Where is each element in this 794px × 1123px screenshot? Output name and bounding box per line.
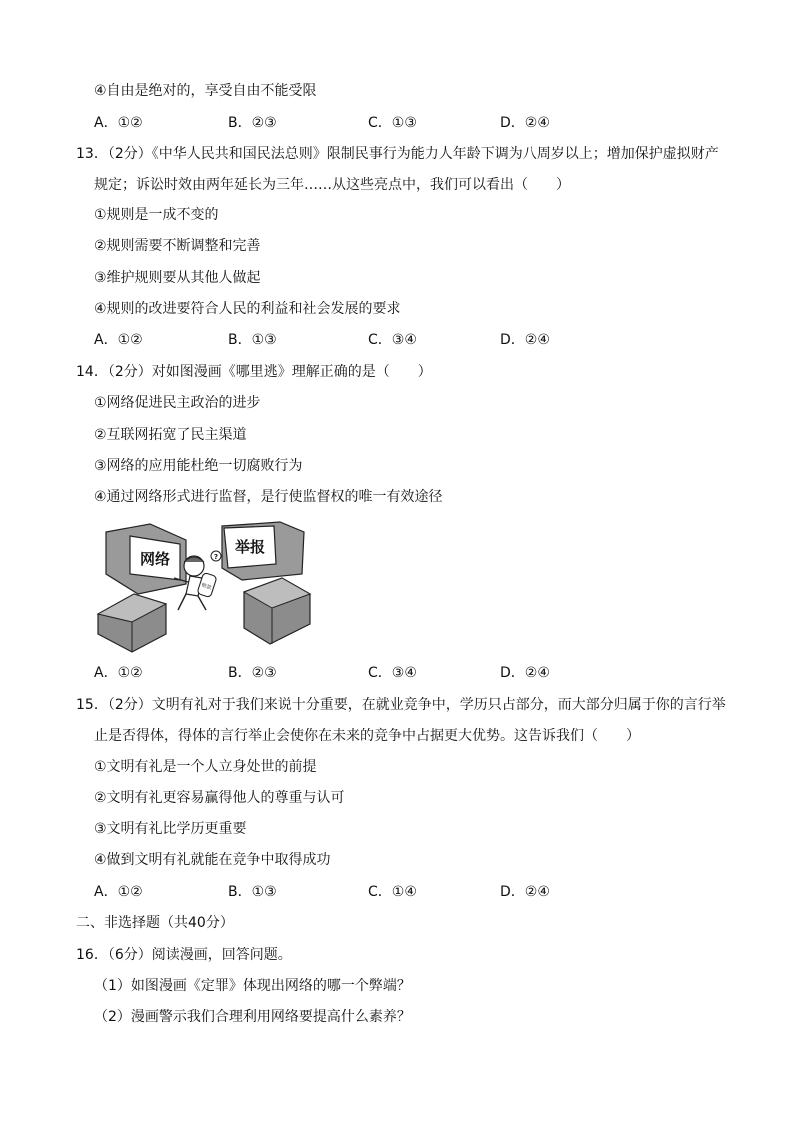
q14-item-4: ④通过网络形式进行监督，是行使监督权的唯一有效途径 bbox=[94, 489, 443, 505]
q15-item-1: ①文明有礼是一个人立身处世的前提 bbox=[94, 759, 317, 775]
q14-item-3: ③网络的应用能杜绝一切腐败行为 bbox=[94, 458, 303, 474]
q15-option-c: C．①④ bbox=[368, 884, 417, 900]
left-screen-text: 网络 bbox=[139, 550, 171, 568]
q15-item-3: ③文明有礼比学历更重要 bbox=[94, 821, 247, 837]
bag-label: 赃款 bbox=[200, 582, 213, 592]
q12-option-d: D．②④ bbox=[500, 115, 550, 131]
q14-option-b: B．②③ bbox=[228, 665, 277, 681]
lower-right-block bbox=[244, 578, 310, 644]
svg-text:?: ? bbox=[213, 553, 219, 561]
q13-item-4: ④规则的改进要符合人民的利益和社会发展的要求 bbox=[94, 301, 401, 317]
q15-stem-line2: 止是否得体，得体的言行举止会使你在未来的竞争中占据更大优势。这告诉我们（ ） bbox=[94, 728, 640, 744]
q14-item-1: ①网络促进民主政治的进步 bbox=[94, 395, 261, 411]
q14-option-c: C．③④ bbox=[368, 665, 417, 681]
q15-option-a: A．①② bbox=[94, 884, 143, 900]
q13-option-d: D．②④ bbox=[500, 332, 550, 348]
q13-option-b: B．①③ bbox=[228, 332, 277, 348]
q16-subquestion-1: （1）如图漫画《定罪》体现出网络的哪一个弊端？ bbox=[94, 978, 411, 994]
right-screen-text: 举报 bbox=[234, 538, 266, 556]
section2-title: 二、非选择题（共40分） bbox=[76, 915, 234, 931]
q14-option-d: D．②④ bbox=[500, 665, 550, 681]
cartoon-naliTao bbox=[94, 518, 314, 654]
q16-subquestion-2: （2）漫画警示我们合理利用网络要提高什么素养？ bbox=[94, 1009, 411, 1025]
lower-left-block bbox=[98, 594, 166, 652]
right-monitor bbox=[222, 522, 304, 580]
q13-stem-line2: 规定；诉讼时效由两年延长为三年……从这些亮点中，我们可以看出（ ） bbox=[94, 177, 570, 193]
q15-item-4: ④做到文明有礼就能在竞争中取得成功 bbox=[94, 852, 331, 868]
q14-option-a: A．①② bbox=[94, 665, 143, 681]
q12-option-a: A．①② bbox=[94, 115, 143, 131]
q15-option-b: B．①③ bbox=[228, 884, 277, 900]
q13-option-c: C．③④ bbox=[368, 332, 417, 348]
q15-item-2: ②文明有礼更容易赢得他人的尊重与认可 bbox=[94, 790, 345, 806]
q12-option-c: C．①③ bbox=[368, 115, 417, 131]
q13-stem-line1: 13．（2分）《中华人民共和国民法总则》限制民事行为能力人年龄下调为八周岁以上；增加保护虚拟财产 bbox=[76, 146, 719, 162]
q12-option-b: B．②③ bbox=[228, 115, 277, 131]
q14-item-2: ②互联网拓宽了民主渠道 bbox=[94, 427, 247, 443]
q13-option-a: A．①② bbox=[94, 332, 143, 348]
q13-item-1: ①规则是一成不变的 bbox=[94, 207, 219, 223]
q15-option-d: D．②④ bbox=[500, 884, 550, 900]
q14-stem: 14．（2分）对如图漫画《哪里逃》理解正确的是（ ） bbox=[76, 364, 432, 380]
q13-item-2: ②规则需要不断调整和完善 bbox=[94, 238, 261, 254]
q12-item-4: ④自由是绝对的，享受自由不能受限 bbox=[94, 83, 317, 99]
q13-item-3: ③维护规则要从其他人做起 bbox=[94, 270, 261, 286]
q15-stem-line1: 15．（2分）文明有礼对于我们来说十分重要，在就业竞争中，学历只占部分，而大部分归属于你的言行举 bbox=[76, 697, 726, 713]
q16-stem: 16．（6分）阅读漫画，回答问题。 bbox=[76, 947, 292, 963]
left-monitor bbox=[106, 524, 186, 594]
